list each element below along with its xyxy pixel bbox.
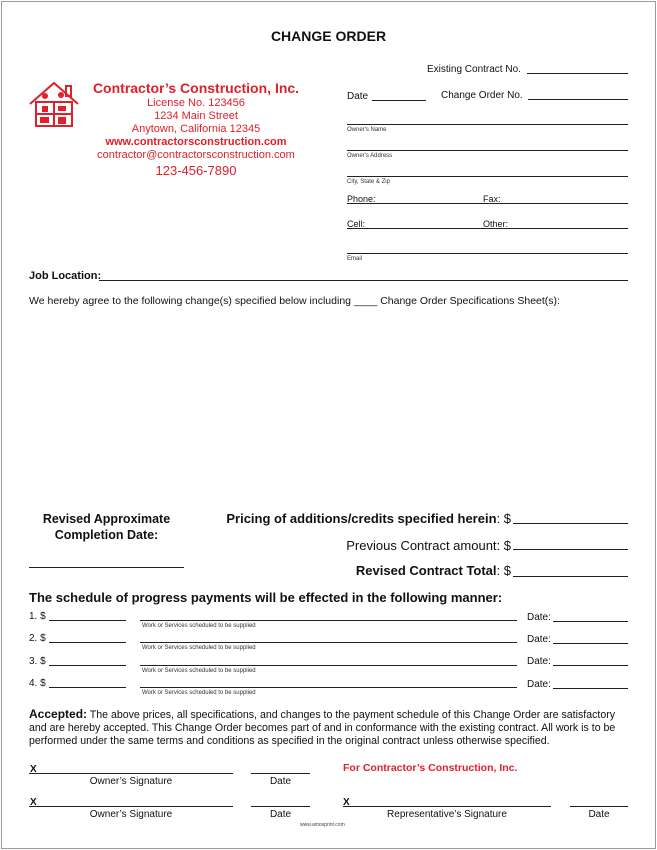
- payment-2-amount-field[interactable]: [49, 642, 126, 643]
- payment-2-num: 2. $: [29, 633, 46, 644]
- payment-4-work-caption: Work or Services scheduled to be supplied: [142, 690, 256, 696]
- revised-total-field[interactable]: [513, 576, 628, 577]
- city-state-zip-field[interactable]: [347, 176, 628, 177]
- payment-1-date-label: Date:: [527, 612, 551, 623]
- payment-2-date-label: Date:: [527, 634, 551, 645]
- rep-date-caption: Date: [588, 809, 610, 820]
- accepted-line3: performed under the same terms and conditions as specified in the original contract unless otherwise specified.: [29, 735, 550, 747]
- agreement-text: We hereby agree to the following change(s) specified below including ____ Change Order Specifications Sheet(s):: [29, 295, 560, 307]
- previous-contract-field[interactable]: [513, 549, 628, 550]
- existing-contract-field[interactable]: [527, 73, 628, 74]
- cell-label: Cell:: [347, 219, 366, 229]
- accepted-label: Accepted:: [29, 707, 88, 721]
- owner2-signature-x: X: [30, 797, 37, 808]
- payment-3-work-caption: Work or Services scheduled to be supplied: [142, 668, 256, 674]
- owners-address-caption: Owner's Address: [347, 153, 393, 159]
- revised-total-row: [200, 563, 511, 578]
- payment-4-work-field[interactable]: [140, 687, 517, 688]
- job-location-field[interactable]: [99, 280, 628, 281]
- payment-3-amount-field[interactable]: [49, 665, 126, 666]
- owners-address-field[interactable]: [347, 150, 628, 151]
- revised-completion-field[interactable]: [29, 567, 184, 568]
- date-label: Date: [347, 91, 369, 102]
- house-logo-icon: [28, 80, 80, 128]
- payment-2-work-field[interactable]: [140, 642, 517, 643]
- owner2-date-field[interactable]: [251, 806, 310, 807]
- payment-1-date-field[interactable]: [553, 621, 628, 622]
- payment-4-date-field[interactable]: [553, 688, 628, 689]
- rep-signature-caption: Representative’s Signature: [387, 809, 507, 820]
- owner2-date-caption: Date: [269, 809, 292, 820]
- owner2-signature-caption: Owner’s Signature: [89, 809, 173, 820]
- accepted-paragraph: [29, 708, 615, 748]
- accepted-line2: and are hereby accepted. This Change Order becomes part of and in conformance with the existing contract. All work is to be: [29, 722, 616, 734]
- company-website: www.contractorsconstruction.com: [105, 136, 287, 148]
- owner2-signature-field[interactable]: [29, 806, 233, 807]
- change-order-label: Change Order No.: [441, 90, 523, 101]
- payment-3-date-label: Date:: [527, 656, 551, 667]
- payment-1-amount-field[interactable]: [49, 620, 126, 621]
- job-location-label: Job Location:: [29, 270, 102, 282]
- phone-label: Phone:: [347, 194, 376, 204]
- cell-other-field[interactable]: [347, 228, 628, 229]
- accepted-line1: The above prices, all specifications, and changes to the payment schedule of this Change Order are satisfactory: [87, 709, 616, 721]
- owners-name-field[interactable]: [347, 124, 628, 125]
- footer-url: www.amosprint.com: [300, 822, 345, 828]
- date-field[interactable]: [372, 100, 426, 101]
- owner1-date-field[interactable]: [251, 773, 310, 774]
- rep-signature-field[interactable]: [343, 806, 551, 807]
- schedule-heading: The schedule of progress payments will be effected in the following manner:: [29, 590, 503, 605]
- for-contractor-label: For Contractor’s Construction, Inc.: [343, 762, 518, 774]
- payment-3-date-field[interactable]: [553, 665, 628, 666]
- company-phone: 123-456-7890: [155, 163, 237, 178]
- existing-contract-label: Existing Contract No.: [427, 64, 521, 75]
- company-license: License No. 123456: [147, 97, 245, 109]
- specifications-area[interactable]: [29, 315, 628, 505]
- payment-4-num: 4. $: [29, 678, 46, 689]
- rep-date-field[interactable]: [570, 806, 628, 807]
- fax-label: Fax:: [483, 194, 501, 204]
- phone-fax-field[interactable]: [347, 203, 628, 204]
- owner1-signature-x: X: [30, 764, 37, 775]
- payment-3-work-field[interactable]: [140, 665, 517, 666]
- company-email: contractor@contractorsconstruction.com: [97, 149, 295, 161]
- document-title: CHANGE ORDER: [270, 28, 387, 44]
- other-label: Other:: [483, 219, 509, 229]
- payment-1-work-field[interactable]: [140, 620, 517, 621]
- email-caption: Email: [347, 256, 363, 262]
- payment-2-date-field[interactable]: [553, 643, 628, 644]
- pricing-additions-label: Pricing of additions/credits specified herein: [226, 511, 497, 526]
- rep-signature-x: X: [343, 797, 350, 808]
- company-street: 1234 Main Street: [154, 110, 238, 122]
- company-city: Anytown, California 12345: [131, 123, 261, 135]
- owner1-date-caption: Date: [269, 776, 292, 787]
- revised-completion-line1: Revised Approximate: [42, 512, 171, 526]
- company-name: Contractor’s Construction, Inc.: [92, 80, 300, 96]
- pricing-additions-suffix: : $: [496, 511, 511, 526]
- payment-4-date-label: Date:: [527, 679, 551, 690]
- city-state-zip-caption: City, State & Zip: [347, 179, 390, 185]
- revised-total-suffix: : $: [496, 563, 511, 578]
- owners-name-caption: Owner's Name: [347, 127, 387, 133]
- payment-1-num: 1. $: [29, 611, 46, 622]
- change-order-field[interactable]: [528, 99, 628, 100]
- payment-3-num: 3. $: [29, 656, 46, 667]
- owner1-signature-field[interactable]: [29, 773, 233, 774]
- payment-2-work-caption: Work or Services scheduled to be supplied: [142, 645, 256, 651]
- owner1-signature-caption: Owner’s Signature: [89, 776, 173, 787]
- pricing-additions-field[interactable]: [513, 523, 628, 524]
- revised-total-label: Revised Contract Total: [355, 563, 497, 578]
- pricing-additions-row: [200, 511, 511, 526]
- revised-completion-line2: Completion Date:: [54, 528, 159, 542]
- payment-4-amount-field[interactable]: [49, 687, 126, 688]
- email-field[interactable]: [347, 253, 628, 254]
- previous-contract-label: Previous Contract amount: $: [346, 538, 511, 553]
- payment-1-work-caption: Work or Services scheduled to be supplied: [142, 623, 256, 629]
